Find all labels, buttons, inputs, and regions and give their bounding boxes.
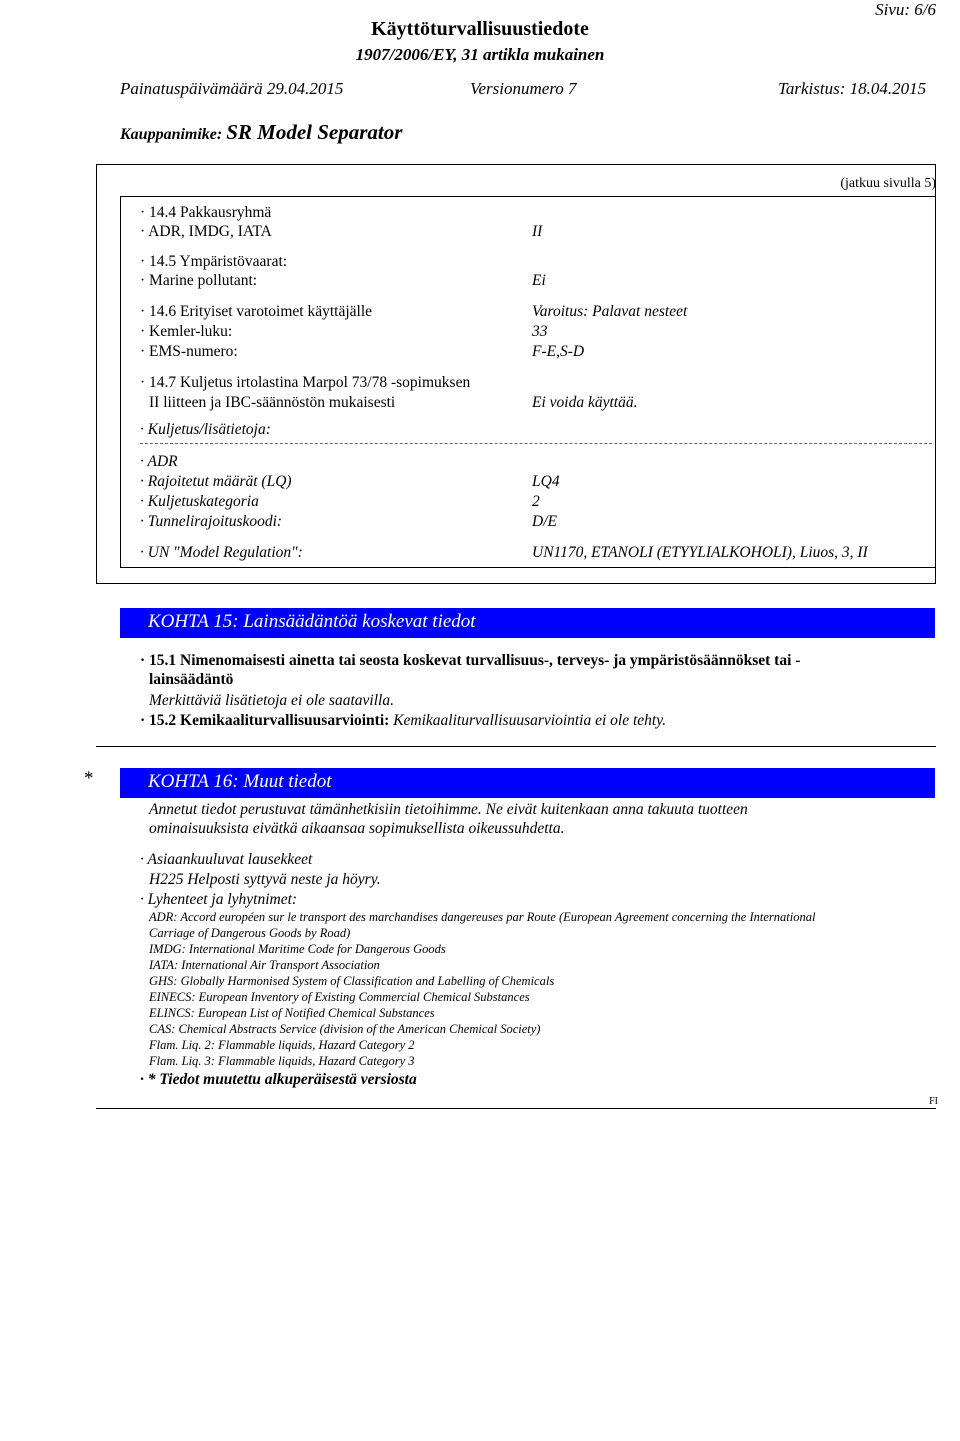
row-ems: · EMS-numero: [140,343,238,360]
value-marine-pollutant: Ei [532,272,546,289]
row-marine-pollutant: · Marine pollutant: [140,272,258,289]
footer-divider [96,1108,936,1109]
row-kemler: · Kemler-luku: [140,323,233,340]
trade-name-label: Kauppanimike: [120,126,223,143]
continued-note: (jatkuu sivulla 5) [840,176,936,191]
row-marpol-cont: II liitteen ja IBC-säännöstön mukaisesti [149,394,396,411]
abbrev-item: Flam. Liq. 3: Flammable liquids, Hazard Category 3 [149,1054,415,1068]
value-tunnel-code: D/E [532,513,557,530]
value-limited-quantities: LQ4 [532,473,560,490]
section-16-intro-2: ominaisuuksista eivätkä aikaansaa sopimuksellista oikeussuhdetta. [149,820,565,837]
section-16-intro-1: Annetut tiedot perustuvat tämänhetkisiin tietoihimme. Ne eivät kuitenkaan anna takuuta tuotteen [149,801,748,818]
value-packing-group: II [532,223,543,240]
dashed-separator [140,443,932,444]
trade-name: SR Model Separator [226,120,403,144]
value-kemler: 33 [532,323,548,340]
changed-note: · * Tiedot muutettu alkuperäisestä versiosta [140,1071,417,1088]
document-title: Käyttöturvallisuustiedote [371,18,589,40]
value-transport-category: 2 [532,493,540,510]
row-adr-imdg-iata: · ADR, IMDG, IATA [140,223,272,240]
relevant-phrases-title: · Asiaankuuluvat lausekkeet [140,851,313,868]
row-special-precautions: · 14.6 Erityiset varotoimet käyttäjälle [140,303,373,320]
change-marker: * [84,768,94,789]
section-15-2-label: · 15.2 Kemikaaliturvallisuusarviointi: [140,712,390,729]
abbrev-item: EINECS: European Inventory of Existing Commercial Chemical Substances [149,990,530,1004]
transport-extra-title: · Kuljetus/lisätietoja: [140,421,271,438]
revision-date: Tarkistus: 18.04.2015 [778,79,927,98]
section-15-2-line [140,711,666,731]
section-divider [96,746,936,747]
document-subtitle: 1907/2006/EY, 31 artikla mukainen [355,45,605,64]
row-tunnel-code: · Tunnelirajoituskoodi: [140,513,283,530]
value-un-model-regulation: UN1170, ETANOLI (ETYYLIALKOHOLI), Liuos, 3, II [532,544,868,561]
abbrev-item: ELINCS: European List of Notified Chemical Substances [149,1006,435,1020]
value-marpol: Ei voida käyttää. [532,394,638,411]
row-adr: · ADR [140,453,178,470]
row-transport-category: · Kuljetuskategoria [140,493,259,510]
print-date: Painatuspäivämäärä 29.04.2015 [120,79,344,98]
abbreviations-title: · Lyhenteet ja lyhytnimet: [140,891,298,908]
section-15-1-text: Merkittäviä lisätietoja ei ole saatavilla. [149,692,394,709]
abbrev-item: Flam. Liq. 2: Flammable liquids, Hazard Category 2 [149,1038,415,1052]
section-15-1-title: · 15.1 Nimenomaisesti ainetta tai seosta koskevat turvallisuus-, terveys- ja ympäristösäännökset tai - [140,652,801,669]
row-un-model-regulation: · UN "Model Regulation": [140,544,303,561]
section-15-2-value: Kemikaaliturvallisuusarviointia ei ole tehty. [393,712,667,729]
row-packing-group: · 14.4 Pakkausryhmä [140,204,272,221]
trade-name-line [120,120,402,145]
abbrev-item: Carriage of Dangerous Goods by Road) [149,926,351,940]
section-15-1-title-cont: lainsäädäntö [149,671,234,688]
abbrev-item: IMDG: International Maritime Code for Dangerous Goods [149,942,446,956]
section-15-title: KOHTA 15: Lainsäädäntöä koskevat tiedot [120,608,935,638]
version-number: Versionumero 7 [470,79,577,98]
row-limited-quantities: · Rajoitetut määrät (LQ) [140,473,292,490]
row-marpol: · 14.7 Kuljetus irtolastina Marpol 73/78 -sopimuksen [140,374,471,391]
abbrev-item: GHS: Globally Harmonised System of Classification and Labelling of Chemicals [149,974,555,988]
abbrev-item: IATA: International Air Transport Association [149,958,380,972]
language-code: FI [929,1096,938,1107]
relevant-phrase-h225: H225 Helposti syttyvä neste ja höyry. [149,871,381,888]
value-ems: F-E,S-D [532,343,585,360]
section-16-title: KOHTA 16: Muut tiedot [120,768,935,798]
row-env-hazards: · 14.5 Ympäristövaarat: [140,253,288,270]
value-special-precautions: Varoitus: Palavat nesteet [532,303,688,320]
abbrev-item: ADR: Accord européen sur le transport des marchandises dangereuses par Route (European Agreement concerning the International [149,910,816,924]
abbrev-item: CAS: Chemical Abstracts Service (division of the American Chemical Society) [149,1022,541,1036]
page-number: Sivu: 6/6 [875,0,936,19]
